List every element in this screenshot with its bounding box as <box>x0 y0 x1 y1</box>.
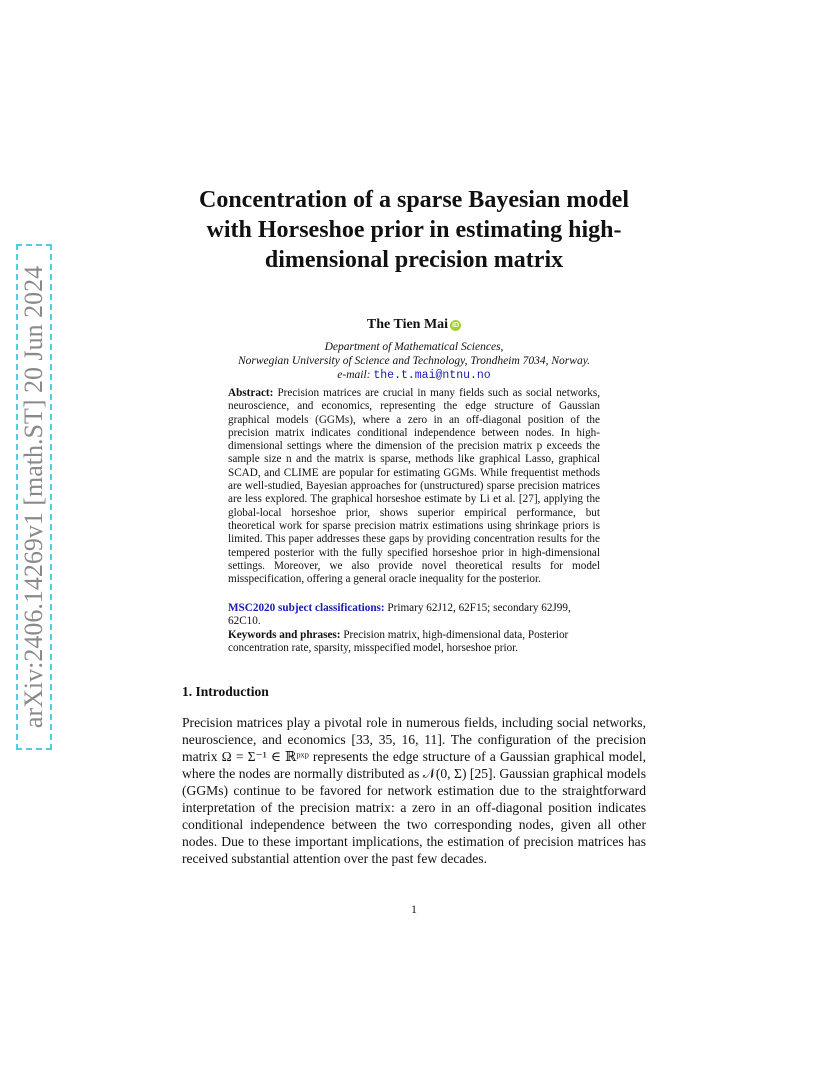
msc-text: Primary 62J12, 62F15; secondary 62J99, 62C10. <box>228 602 571 628</box>
arxiv-id: arXiv:2406.14269v1 [math.ST] 20 Jun 2024 <box>19 265 48 729</box>
author-name: The Tien Mai <box>366 317 449 332</box>
keywords-text: Precision matrix, high-dimensional data, Posterior concentration rate, sparsity, misspecified model, horseshoe prior. <box>228 628 569 654</box>
email-label: e-mail: <box>337 369 371 381</box>
author-line <box>182 317 646 333</box>
introduction-paragraph: Precision matrices play a pivotal role in numerous fields, including social networks, neuroscience, and economics [33, 35, 16, 11]. The configuration of the precision matrix Ω = Σ⁻¹ ∈ ℝᵖˣᵖ represents the edge structure of a Gaussian graphical model, where the nodes are normally distributed as 𝒩(0, Σ) [25]. Gaussian graphical models (GGMs) continue to be favored for network estimation due to the straightforward interpretation of the precision matrix: a zero in an off-diagonal position indicates conditional independence between the two corresponding nodes, given all other nodes. Due to these important implications, the estimation of precision matrices has received substantial attention over the past few decades. <box>182 715 646 866</box>
metadata-block <box>228 602 600 655</box>
keywords-label: Keywords and phrases: <box>228 628 341 641</box>
orcid-icon[interactable]: iD <box>452 322 460 329</box>
paper-title: Concentration of a sparse Bayesian model with Horseshoe prior in estimating high-dimensional precision matrix <box>199 187 629 273</box>
affiliation-department: Department of Mathematical Sciences, <box>324 341 504 353</box>
arxiv-stamp <box>16 244 52 750</box>
abstract <box>228 387 600 586</box>
msc-label[interactable]: MSC2020 subject classifications: <box>228 602 385 614</box>
msc-classifications <box>228 602 600 629</box>
affiliation-university: Norwegian University of Science and Technology, Trondheim 7034, Norway. <box>237 355 591 367</box>
keywords <box>228 629 600 656</box>
abstract-label: Abstract: <box>228 387 274 399</box>
abstract-text: Precision matrices are crucial in many fields such as social networks, neuroscience, and economics, representing the edge structure of Gaussian graphical models (GGMs), where a zero in an off-diagonal position of the precision matrix indicates conditional independence between nodes. In high-dimensional settings where the dimension of the precision matrix p exceeds the sample size n and the matrix is sparse, methods like graphical Lasso, graphical SCAD, and CLIME are popular for estimating GGMs. While frequentist methods are well-studied, Bayesian approaches for (unstructured) sparse precision matrices are less explored. The graphical horseshoe estimate by Li et al. [27], applying the global-local horseshoe prior, shows superior empirical performance, but theoretical work for sparse precision matrix estimations using shrinkage priors is limited. This paper addresses these gaps by providing concentration results for the tempered posterior with the fully specified horseshoe prior in high-dimensional settings. Moreover, we also provide novel theoretical results for model misspecification, offering a general oracle inequality for the posterior. <box>228 387 601 586</box>
affiliation-email-line <box>182 368 646 383</box>
email-link[interactable]: the.t.mai@ntnu.no <box>373 369 491 382</box>
section-heading: 1. Introduction <box>182 684 269 699</box>
page-number: 1 <box>411 904 417 916</box>
affiliation <box>182 340 646 383</box>
